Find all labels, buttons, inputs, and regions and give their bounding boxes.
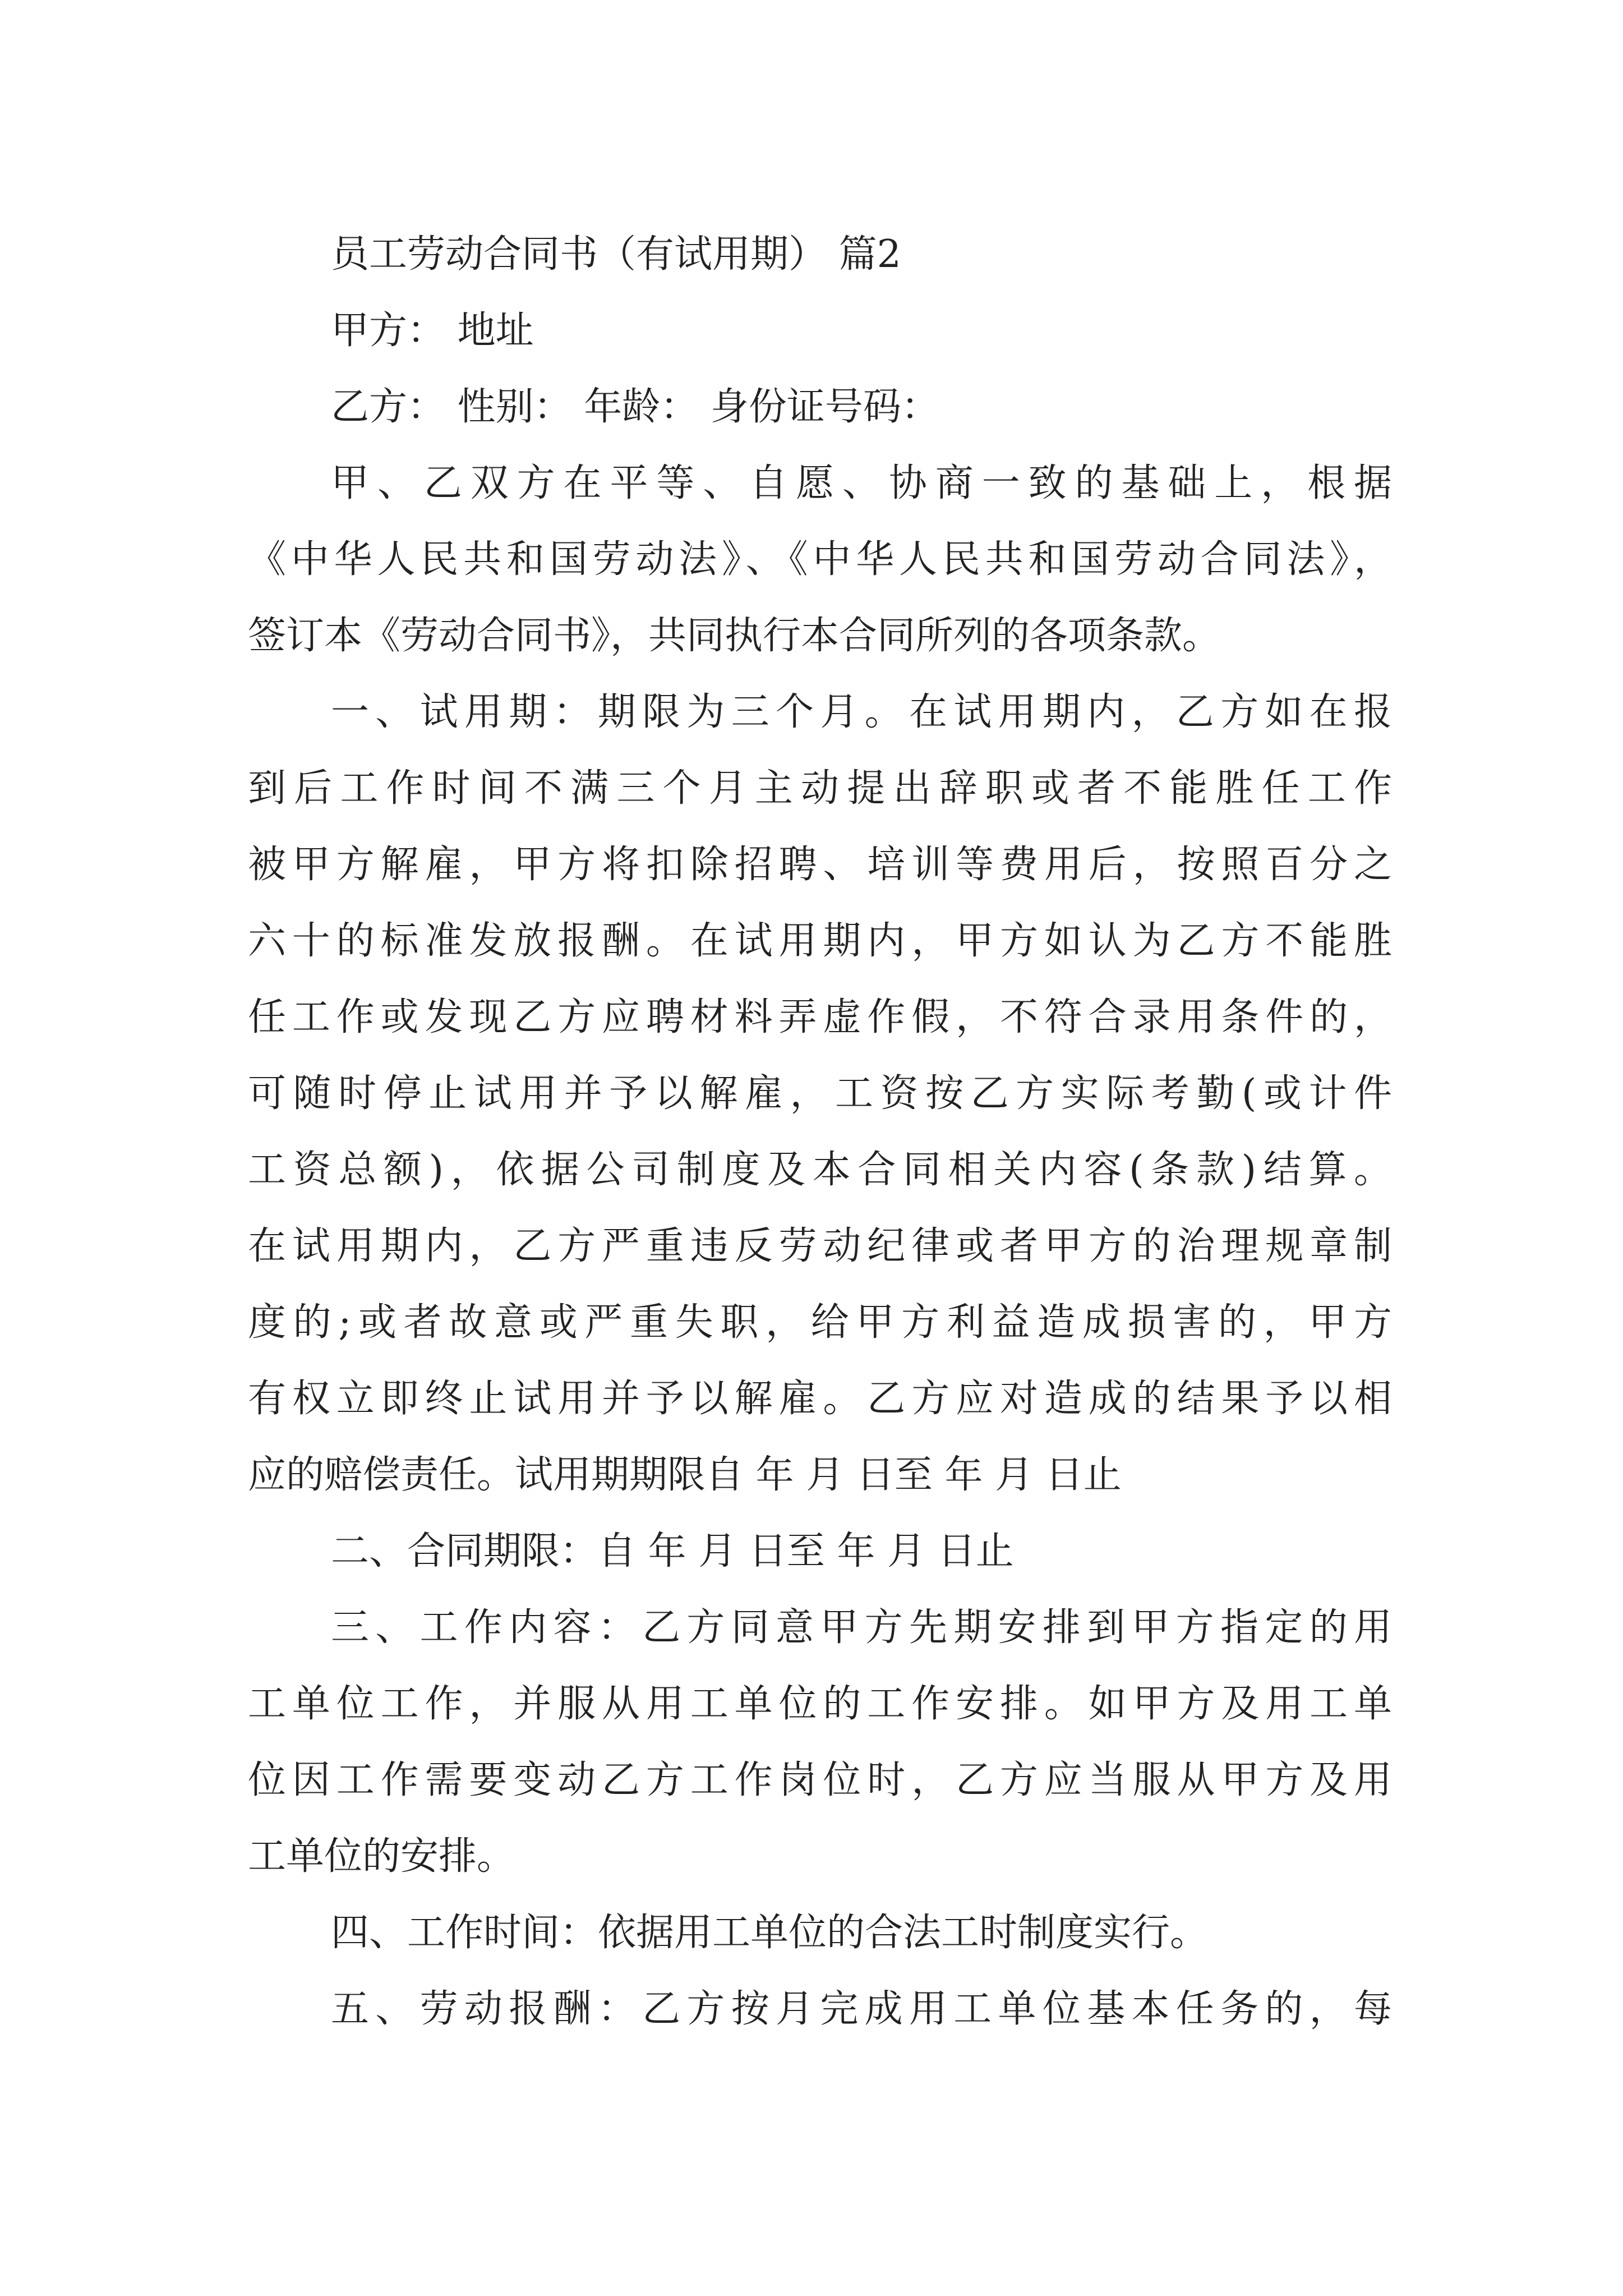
document-body xyxy=(248,217,1392,2047)
clause-1-line: 一、试用期：期限为三个月。在试用期内，乙方如在报 xyxy=(331,690,1392,734)
preamble-line: 甲、乙双方在平等、自愿、协商一致的基础上，根据 xyxy=(331,461,1392,505)
clause-1-line: 工资总额)，依据公司制度及本合同相关内容(条款)结算。 xyxy=(248,1148,1392,1192)
clause-2-line: 二、合同期限：自 年 月 日至 年 月 日止 xyxy=(331,1529,1014,1573)
clause-4-line: 四、工作时间：依据用工单位的合法工时制度实行。 xyxy=(331,1911,1209,1955)
party-a-line: 甲方： 地址 xyxy=(331,309,534,353)
clause-3-line: 工单位的安排。 xyxy=(248,1834,515,1879)
clause-1-line: 应的赔偿责任。试用期期限自 年 月 日至 年 月 日止 xyxy=(248,1453,1122,1497)
clause-1-line: 有权立即终止试用并予以解雇。乙方应对造成的结果予以相 xyxy=(248,1377,1392,1421)
clause-1-line: 任工作或发现乙方应聘材料弄虚作假，不符合录用条件的， xyxy=(248,995,1392,1039)
clause-1-line: 被甲方解雇，甲方将扣除招聘、培训等费用后，按照百分之 xyxy=(248,843,1392,887)
preamble-line: 签订本《劳动合同书》，共同执行本合同所列的各项条款。 xyxy=(248,614,1221,658)
clause-1-line: 六十的标准发放报酬。在试用期内，甲方如认为乙方不能胜 xyxy=(248,919,1392,963)
clause-3-line: 三、工作内容：乙方同意甲方先期安排到甲方指定的用 xyxy=(331,1605,1392,1650)
clause-5-line: 五、劳动报酬：乙方按月完成用工单位基本任务的，每 xyxy=(331,1987,1392,2031)
party-b-line: 乙方： 性别： 年龄： 身份证号码： xyxy=(331,385,939,429)
clause-3-line: 工单位工作，并服从用工单位的工作安排。如甲方及用工单 xyxy=(248,1682,1392,1726)
clause-1-line: 度的;或者故意或严重失职，给甲方利益造成损害的，甲方 xyxy=(248,1300,1392,1345)
document-title: 员工劳动合同书（有试用期） 篇2 xyxy=(331,232,901,277)
clause-1-line: 可随时停止试用并予以解雇，工资按乙方实际考勤(或计件 xyxy=(248,1071,1392,1116)
clause-1-line: 在试用期内，乙方严重违反劳动纪律或者甲方的治理规章制 xyxy=(248,1224,1392,1268)
clause-1-line: 到后工作时间不满三个月主动提出辞职或者不能胜任工作 xyxy=(248,766,1392,811)
preamble-line: 《中华人民共和国劳动法》、《中华人民共和国劳动合同法》， xyxy=(248,537,1392,582)
clause-3-line: 位因工作需要变动乙方工作岗位时，乙方应当服从甲方及用 xyxy=(248,1758,1392,1802)
